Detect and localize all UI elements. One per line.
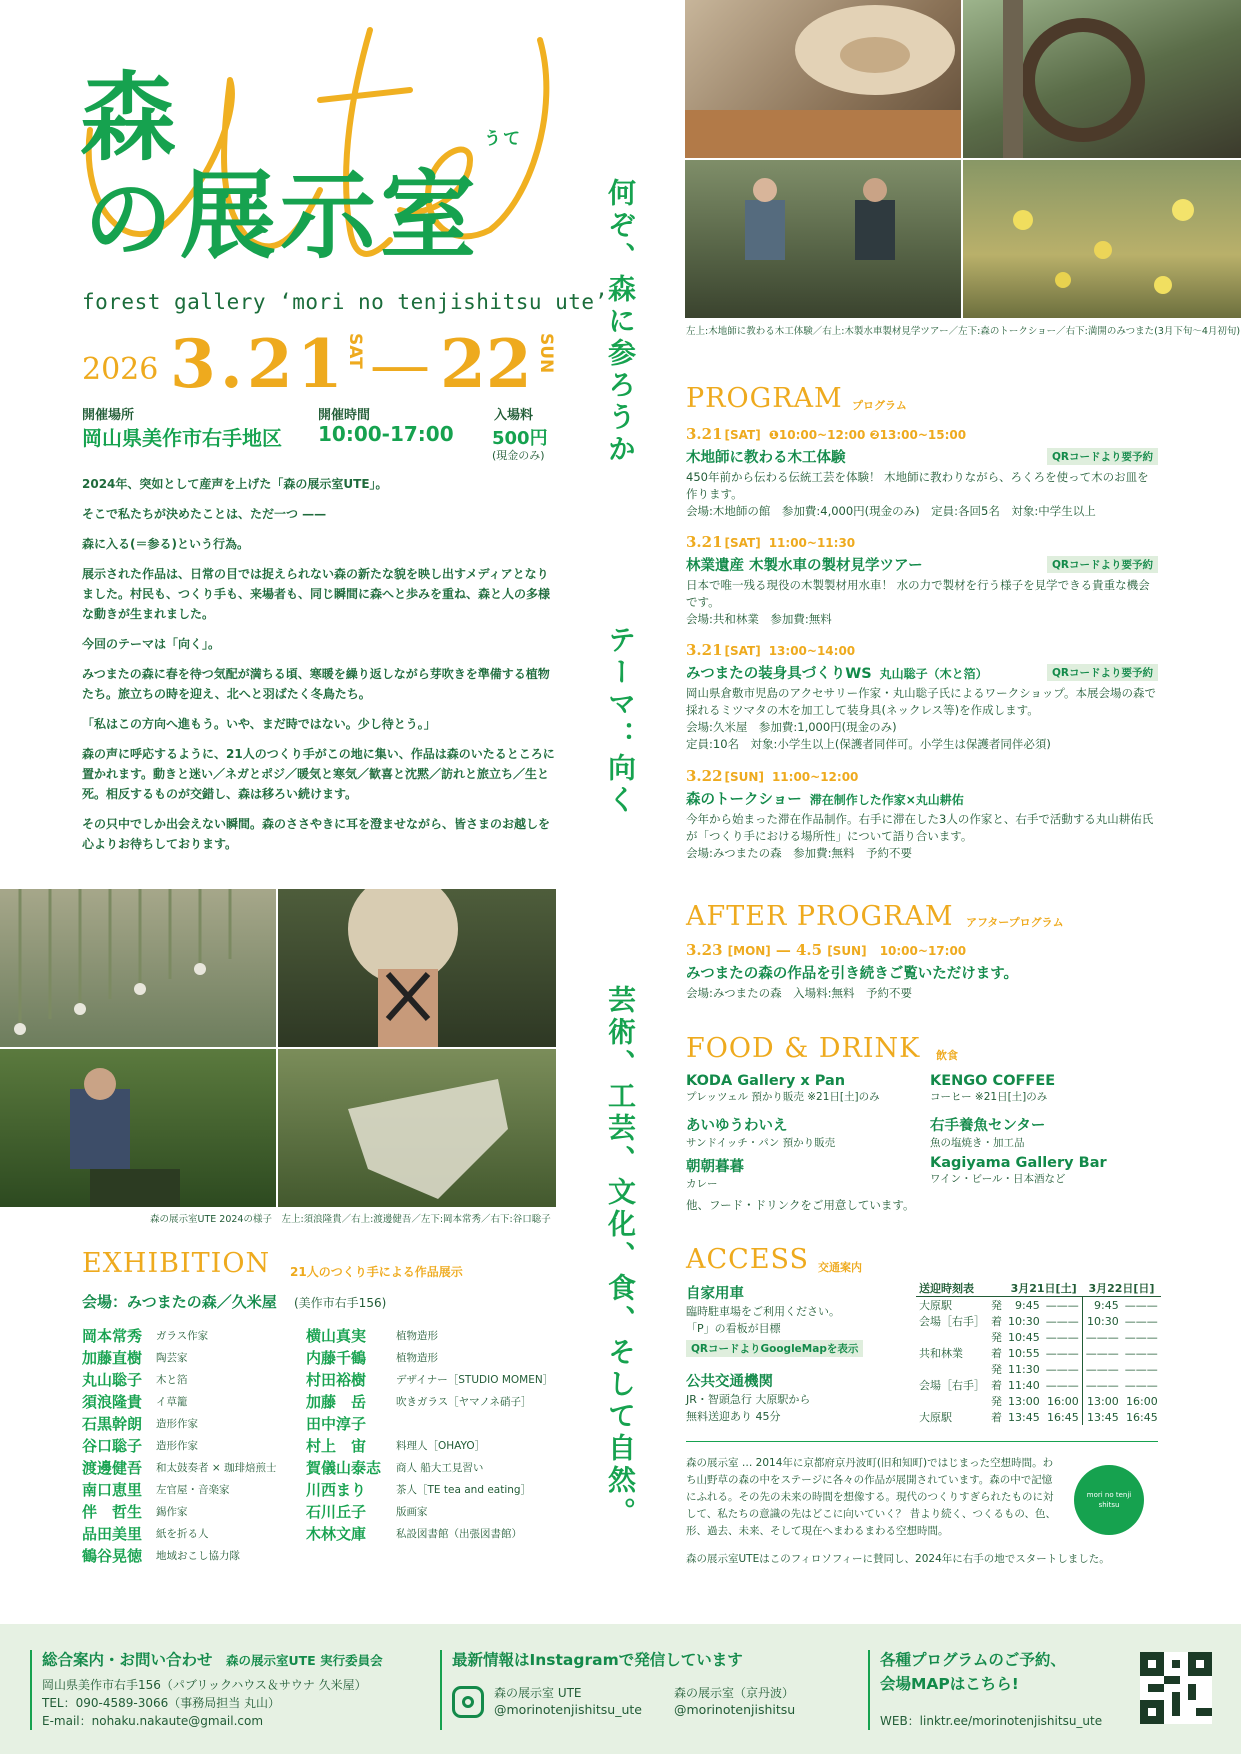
program-day: [SUN]	[724, 770, 764, 784]
tt-cell: 13:45	[1008, 1410, 1040, 1424]
artist-row	[306, 1347, 546, 1369]
artist-role: 紙を折る人	[156, 1528, 209, 1540]
footer-divider-1	[30, 1650, 32, 1730]
tt-stop: 大原駅	[919, 1411, 952, 1424]
after-time: 10:00~17:00	[879, 944, 967, 958]
tt-cell: ———	[1085, 1330, 1119, 1344]
food-desc: コーヒー ※21日[土]のみ	[930, 1091, 1048, 1103]
artist-name: 石黒幹朗	[82, 1415, 143, 1433]
tt-cell: ———	[1043, 1377, 1083, 1393]
tt-stop: 会場［右手］	[919, 1379, 985, 1392]
event-year: 2026	[82, 352, 159, 387]
after-dates	[686, 940, 966, 959]
vertical-tagline: 芸術、工芸、文化、食、そして自然。	[604, 985, 637, 1529]
program-sub: プログラム	[852, 399, 907, 412]
subtitle-en: forest gallery ‘mori no tenjishitsu ute’	[82, 290, 608, 314]
artist-name: 村田裕樹	[306, 1371, 367, 1389]
food-item	[930, 1114, 1045, 1150]
tt-cell: 10:30	[1087, 1314, 1119, 1328]
food-item	[930, 1155, 1107, 1186]
photo-waterwheel	[963, 0, 1241, 158]
fee-value: 500円	[492, 428, 548, 449]
after-heading: AFTER PROGRAM	[686, 901, 954, 932]
intro-p3: 森に入る(＝参る)という行為。	[82, 537, 249, 551]
program-desc: 今年から始まった滞在作品制作。右手に滞在した3人の作家と、右手で活動する丸山耕佑氏が「つくり手における場所性」について語り合います。	[686, 812, 1154, 843]
artist-name: 谷口聡子	[82, 1437, 143, 1455]
artist-role: 吹きガラス［ヤマノネ硝子］	[396, 1396, 532, 1408]
instagram-icon[interactable]	[452, 1686, 484, 1718]
program-date-row	[686, 766, 1158, 785]
program-desc: 日本で唯一残る現役の木製製材用水車！ 水の力で製材を行う様子を見学できる貴重な機会です。	[686, 578, 1150, 609]
artist-row	[306, 1435, 546, 1457]
program-item	[686, 640, 1158, 753]
caption-top-photos: 左上:木地師に教わる木工体験／右上:木製水車製材見学ツアー／左下:森のトークショー／右下:満開のみつまた(3月下旬〜4月初旬)	[686, 326, 1241, 337]
about-text: 森の展示室 … 2014年に京都府京丹波町(旧和知町)ではじまった空想時間。わち山野草の森の中をステージに各々の作品が展開されています。森の中で記憶にふれる。その先の未来の時間を想像する。現代のつくりすぎられたものに対して、私たちの意識の先はどこに向いていく？ 昔より続く、つくるもの、色、形、過去、未来、そして現在へまわるまわる空想時間。	[686, 1457, 1056, 1537]
program-date: 3.21	[686, 533, 723, 551]
artist-role: デザイナー［STUDIO MOMEN］	[396, 1374, 554, 1386]
artists-left-list	[82, 1325, 322, 1567]
artist-row	[306, 1369, 554, 1391]
artist-role: 錫作家	[156, 1506, 188, 1518]
program-time: ❶10:00~12:00 ❷13:00~15:00	[768, 428, 967, 442]
exhibition-heading: EXHIBITION	[82, 1248, 271, 1279]
artist-name: 須浪隆貴	[82, 1393, 143, 1411]
program-heading: PROGRAM	[686, 383, 843, 414]
contact-email[interactable]: E-mail：nohaku.nakaute@gmail.com	[42, 1714, 264, 1728]
artist-role: 造形作家	[156, 1440, 198, 1452]
insta1-handle[interactable]: @morinotenjishitsu_ute	[494, 1702, 642, 1717]
food-desc: カレー	[686, 1178, 718, 1190]
footer-divider-3	[868, 1650, 870, 1730]
artist-row	[82, 1413, 322, 1435]
program-day: [SAT]	[724, 644, 761, 658]
artist-role: ガラス作家	[156, 1330, 209, 1342]
car-desc1: 臨時駐車場をご利用ください。	[686, 1305, 840, 1318]
artist-row	[82, 1391, 322, 1413]
event-end-date: 22	[440, 325, 532, 403]
after-date2: 4.5	[795, 941, 823, 959]
car-title: 自家用車	[686, 1286, 744, 1302]
artist-row	[306, 1479, 546, 1501]
program-title-row	[686, 446, 1158, 466]
artist-role: 植物造形	[396, 1352, 438, 1364]
tt-row	[916, 1297, 1161, 1314]
artist-row	[306, 1501, 546, 1523]
program-title-row	[686, 788, 1158, 808]
food-heading: FOOD & DRINK	[686, 1033, 921, 1064]
after-sub: アフタープログラム	[966, 916, 1064, 929]
program-reserve-badge[interactable]: QRコードより要予約	[1047, 556, 1158, 573]
food-name: あいゆうわいえ	[686, 1118, 788, 1134]
program-date: 3.21	[686, 425, 723, 443]
tt-cell: ———	[1043, 1345, 1083, 1361]
fee-note: (現金のみ)	[492, 449, 545, 462]
artist-name: 賀儀山泰志	[306, 1459, 382, 1477]
tt-cell: 10:30	[1008, 1314, 1040, 1328]
artist-name: 伴 哲生	[82, 1503, 143, 1521]
public-desc1: JR・智頭急行 大原駅から	[686, 1393, 811, 1406]
artist-row	[82, 1457, 322, 1479]
vertical-theme: テーマ：向く	[604, 625, 637, 817]
tt-cell: ———	[1124, 1330, 1158, 1344]
qr-code-icon[interactable]	[1140, 1652, 1212, 1724]
footer	[0, 1624, 1241, 1754]
shuttle-timetable	[916, 1280, 1161, 1425]
tt-cell: 11:40	[1008, 1378, 1040, 1392]
program-meta: 会場:久米屋 参加費:1,000円(現金のみ)	[686, 720, 897, 734]
intro-p6: みつまたの森に春を待つ気配が満ちる頃、寒暖を繰り返しながら芽吹きを準備する植物たち。旅立ちの時を迎え、北へと羽ばたく冬鳥たち。	[82, 667, 550, 701]
public-title: 公共交通機関	[686, 1374, 773, 1390]
tt-stop: 会場［右手］	[919, 1315, 985, 1328]
food-desc: 魚の塩焼き・加工品	[930, 1137, 1025, 1149]
access-heading: ACCESS	[686, 1244, 810, 1275]
intro-p2: そこで私たちが決めたことは、ただ一つ ——	[82, 507, 327, 521]
tt-cell: 16:45	[1043, 1409, 1083, 1425]
exhibition-venue: 会場：みつまたの森／久米屋	[82, 1293, 277, 1311]
program-desc: 450年前から伝わる伝統工芸を体験！ 木地師に教わりながら、ろくろを使って木のお皿を作ります。	[686, 470, 1149, 501]
program-day: [SAT]	[724, 536, 761, 550]
insta2-name: 森の展示室（京丹波）	[674, 1686, 795, 1700]
program-date: 3.22	[686, 767, 723, 785]
program-time: 11:00~11:30	[768, 536, 856, 550]
artist-name: 村上 宙	[306, 1437, 367, 1455]
insta1-name: 森の展示室 UTE	[494, 1686, 582, 1700]
program-meta: 会場:木地師の館 参加費:4,000円(現金のみ) 定員:各回5名 対象:中学生以上	[686, 504, 1096, 518]
artist-row	[82, 1545, 322, 1567]
artist-role: 商人 船大工見習い	[396, 1462, 484, 1474]
program-item	[686, 532, 1158, 628]
tt-mark: 着	[991, 1411, 1002, 1424]
artist-name: 加藤 岳	[306, 1393, 367, 1411]
artist-role: イ草籠	[156, 1396, 188, 1408]
tt-cell: ———	[1085, 1362, 1119, 1376]
contact-tel: TEL：090-4589-3066（事務局担当 丸山）	[42, 1696, 281, 1710]
tt-row	[916, 1393, 1161, 1409]
tt-mark: 発	[991, 1331, 1002, 1344]
exhibition-sub: 21人のつくり手による作品展示	[290, 1265, 463, 1279]
artist-name: 石川丘子	[306, 1503, 367, 1521]
tt-cell: ———	[1124, 1298, 1158, 1312]
artist-row	[82, 1479, 322, 1501]
artist-role: 造形作家	[156, 1418, 198, 1430]
photo-2024-hanging	[0, 889, 276, 1047]
food-sub: 飲食	[936, 1049, 958, 1062]
tt-cell: ———	[1043, 1329, 1083, 1345]
tt-cell: 16:00	[1126, 1394, 1158, 1408]
contact-org: 森の展示室UTE 実行委員会	[226, 1653, 383, 1668]
food-name: Kagiyama Gallery Bar	[930, 1155, 1107, 1171]
tt-cell: 13:00	[1008, 1394, 1040, 1408]
car-desc2: 「P」の看板が目標	[686, 1322, 781, 1335]
contact-title: 総合案内・お問い合わせ	[42, 1651, 213, 1669]
insta2-handle[interactable]: @morinotenjishitsu	[674, 1702, 796, 1717]
artist-row	[306, 1457, 546, 1479]
artist-name: 渡邊健吾	[82, 1459, 143, 1477]
program-title: 森のトークショー	[686, 792, 802, 808]
program-date: 3.21	[686, 641, 723, 659]
food-desc: ワイン・ビール・日本酒など	[930, 1173, 1066, 1185]
artist-role: 左官屋・音楽家	[156, 1484, 230, 1496]
tt-mark: 発	[991, 1395, 1002, 1408]
program-title-sub: 丸山聡子（木と箔）	[879, 667, 988, 681]
hours-value: 10:00-17:00	[318, 422, 454, 446]
tt-cell: ———	[1124, 1346, 1158, 1360]
exhibition-venue-note: (美作市右手156)	[294, 1296, 387, 1310]
tt-mark: 着	[991, 1379, 1002, 1392]
artist-name: 南口恵里	[82, 1481, 143, 1499]
artist-row	[82, 1523, 322, 1545]
insta-title: 最新情報はInstagramで発信しています	[452, 1651, 743, 1669]
artist-name: 丸山聡子	[82, 1371, 143, 1389]
tt-cell: 13:00	[1087, 1394, 1119, 1408]
program-title: 林業遺産 木製水車の製材見学ツアー	[686, 558, 923, 574]
public-desc2: 無料送迎あり 45分	[686, 1410, 781, 1423]
title-mori: 森	[80, 62, 176, 174]
reserve-title-2: 会場MAPはこちら!	[880, 1675, 1019, 1693]
contact-address: 岡山県美作市右手156（パブリックハウス＆サウナ 久米屋）	[42, 1678, 367, 1692]
artist-name: 木林文庫	[306, 1525, 367, 1543]
about-divider	[686, 1441, 1158, 1442]
artist-name: 田中淳子	[306, 1415, 367, 1433]
tt-cell: ———	[1124, 1378, 1158, 1392]
food-name: KENGO COFFEE	[930, 1073, 1056, 1089]
artist-row	[82, 1369, 322, 1391]
after-day2: [SUN]	[827, 944, 867, 958]
artist-role: 地域おこし協力隊	[156, 1550, 240, 1562]
intro-p8: 森の声に呼応するように、21人のつくり手がこの地に集い、作品は森のいたるところに置かれます。動きと迷い／ネガとポジ／暖気と寒気／歓喜と沈黙／訪れと旅立ち／生と死。相反するものが交錯し、森は移ろい続けます。	[82, 747, 555, 801]
food-desc: プレッツェル 預かり販売 ※21日[土]のみ	[686, 1091, 880, 1103]
tt-cell: 16:45	[1126, 1410, 1158, 1424]
program-time: 11:00~12:00	[771, 770, 859, 784]
photo-mitsumata	[963, 160, 1241, 318]
title-tenjishitsu: 展示室	[180, 160, 480, 272]
tt-head-1: 3月21日[土]	[1010, 1282, 1077, 1295]
vertical-slogan: 何ぞ、森に参ろうか	[604, 178, 637, 466]
artist-name: 加藤直樹	[82, 1349, 143, 1367]
photo-2024-leaf	[278, 1049, 556, 1207]
tt-cell: ———	[1043, 1297, 1083, 1314]
artist-row	[306, 1413, 546, 1435]
artist-name: 内藤千鶴	[306, 1349, 367, 1367]
program-item	[686, 766, 1158, 862]
food-note: 他、フード・ドリンクをご用意しています。	[686, 1198, 915, 1212]
artist-row	[82, 1325, 322, 1347]
about-text2: 森の展示室UTEはこのフィロソフィーに賛同し、2024年に右手の地でスタートしました。	[686, 1553, 1110, 1565]
photo-2024-drum	[278, 889, 556, 1047]
program-meta2: 定員:10名 対象:小学生以上(保護者同伴可。小学生は保護者同伴必須)	[686, 737, 1051, 751]
artist-row	[82, 1501, 322, 1523]
tt-cell: ———	[1124, 1314, 1158, 1328]
tt-cell: 10:45	[1008, 1330, 1040, 1344]
program-reserve-badge[interactable]: QRコードより要予約	[1047, 664, 1158, 681]
artist-name: 鶴谷晃徳	[82, 1547, 143, 1565]
program-item	[686, 424, 1158, 520]
tt-row	[916, 1329, 1161, 1345]
intro-p9: その只中でしか出会えない瞬間。森のささやきに耳を澄ませながら、皆さまのお越しを心よりお待ちしております。	[82, 817, 551, 851]
tt-cell: ———	[1124, 1362, 1158, 1376]
tt-mark: 着	[991, 1347, 1002, 1360]
tt-mark: 発	[991, 1363, 1002, 1376]
program-desc: 岡山県倉敷市児島のアクセサリー作家・丸山聡子氏によるワークショップ。本展会場の森で採れるミツマタの木を加工して装身具(ネックレス等)を作成します。	[686, 686, 1156, 717]
after-day1: [MON]	[727, 944, 771, 958]
after-title: みつまたの森の作品を引き続きご覧いただけます。	[686, 966, 1019, 982]
program-title: みつまたの装身具づくりWS	[686, 666, 872, 682]
program-title-row	[686, 662, 1158, 682]
program-time: 13:00~14:00	[768, 644, 856, 658]
food-name: 右手養魚センター	[930, 1118, 1046, 1134]
program-meta: 会場:みつまたの森 参加費:無料 予約不要	[686, 846, 913, 860]
tt-stop: 共和林業	[919, 1347, 963, 1360]
tt-mark: 発	[991, 1299, 1002, 1312]
tt-cell: ———	[1085, 1378, 1119, 1392]
after-meta: 会場:みつまたの森 入場料:無料 予約不要	[686, 986, 913, 1000]
food-item	[686, 1114, 835, 1150]
artists-right-list	[306, 1325, 554, 1545]
caption-mid-photos: 森の展示室UTE 2024の様子 左上:須浪隆貴／右上:渡邊健吾／左下:岡本常秀／右下:谷口聡子	[150, 1214, 551, 1225]
artist-role: 植物造形	[396, 1330, 438, 1342]
artist-row	[306, 1391, 546, 1413]
artist-role: 料理人［OHAYO］	[396, 1440, 486, 1452]
tt-cell: ———	[1043, 1313, 1083, 1329]
food-name: 朝朝暮暮	[686, 1159, 744, 1175]
artist-name: 品田美里	[82, 1525, 143, 1543]
after-date1: 3.23	[686, 941, 723, 959]
access-sub: 交通案内	[818, 1261, 862, 1274]
tt-cell: 11:30	[1008, 1362, 1040, 1376]
artist-role: 版画家	[396, 1506, 428, 1518]
reserve-web[interactable]: WEB：linktr.ee/morinotenjishitsu_ute	[880, 1714, 1103, 1728]
tt-cell: 16:00	[1043, 1393, 1083, 1409]
fee-label: 入場料	[494, 408, 534, 423]
artist-name: 岡本常秀	[82, 1327, 143, 1345]
tt-stop	[916, 1329, 988, 1345]
tt-cell: 9:45	[1094, 1298, 1119, 1312]
program-reserve-badge[interactable]: QRコードより要予約	[1047, 448, 1158, 465]
program-title-sub: 滞在制作した作家×丸山耕佑	[809, 793, 964, 807]
artist-row	[82, 1347, 322, 1369]
venue-label: 開催場所	[82, 408, 135, 423]
intro-p4: 展示された作品は、日常の目では捉えられない森の新たな貌を映し出すメディアとなりました。村民も、つくり手も、来場者も、同じ瞬間に森へと歩みを重ね、森と人の多様な動きが生まれました。	[82, 567, 551, 621]
tt-cell: 9:45	[1015, 1298, 1040, 1312]
artist-role: 私設図書館（出張図書館）	[396, 1528, 522, 1540]
photo-talkshow	[685, 160, 961, 318]
tt-row	[916, 1377, 1161, 1393]
program-title: 木地師に教わる木工体験	[686, 450, 846, 466]
tt-cell: ———	[1043, 1361, 1083, 1377]
tt-stop: 大原駅	[919, 1299, 952, 1312]
artist-role: 和太鼓奏者 × 珈琲焙煎士	[156, 1462, 277, 1474]
artist-name: 川西まり	[306, 1481, 367, 1499]
tt-row	[916, 1345, 1161, 1361]
event-end-day: SUN	[536, 333, 556, 374]
title-no: の	[84, 168, 173, 271]
intro-p7: 「私はこの方向へ進もう。いや、まだ時ではない。少し待とう。」	[82, 717, 436, 731]
photo-woodturning	[685, 0, 961, 158]
artist-row	[306, 1325, 546, 1347]
tt-head-0: 送迎時刻表	[919, 1282, 974, 1295]
after-dash: —	[775, 941, 791, 959]
tt-cell: ———	[1085, 1346, 1119, 1360]
tt-cell: 13:45	[1087, 1410, 1119, 1424]
footer-divider-2	[440, 1650, 442, 1730]
artist-row	[306, 1523, 546, 1545]
artist-row	[82, 1435, 322, 1457]
program-date-row	[686, 424, 1158, 443]
program-day: [SAT]	[724, 428, 761, 442]
program-meta: 会場:共和林業 参加費:無料	[686, 612, 832, 626]
intro-p5: 今回のテーマは「向く」。	[82, 637, 221, 651]
program-date-row	[686, 640, 1158, 659]
intro-p1: 2024年、突如として産声を上げた「森の展示室UTE」。	[82, 477, 388, 491]
photo-2024-person	[0, 1049, 276, 1207]
program-date-row	[686, 532, 1158, 551]
tt-row	[916, 1409, 1161, 1425]
program-title-row	[686, 554, 1158, 574]
tt-stop	[916, 1393, 988, 1409]
food-item	[686, 1073, 880, 1104]
mori-circle-logo: mori no tenji shitsu	[1074, 1465, 1144, 1535]
food-item	[930, 1073, 1055, 1104]
artist-role: 陶芸家	[156, 1352, 188, 1364]
tt-row	[916, 1313, 1161, 1329]
food-desc: サンドイッチ・パン 預かり販売	[686, 1137, 836, 1149]
venue-value: 岡山県美作市右手地区	[82, 426, 282, 450]
title-ruby: うて	[484, 129, 522, 149]
food-item	[686, 1155, 744, 1191]
tt-head-2: 3月22日[日]	[1088, 1282, 1155, 1295]
artist-role: 木と箔	[156, 1374, 188, 1386]
tt-row	[916, 1361, 1161, 1377]
artist-role: 茶人［TE tea and eating］	[396, 1484, 532, 1496]
food-name: KODA Gallery x Pan	[686, 1073, 846, 1089]
hours-label: 開催時間	[318, 408, 371, 423]
tt-stop	[916, 1361, 988, 1377]
car-map-badge[interactable]: QRコードよりGoogleMapを表示	[686, 1340, 863, 1357]
event-start-day: SAT	[345, 333, 365, 369]
reserve-title-1: 各種プログラムのご予約、	[880, 1651, 1066, 1669]
event-date-dash: —	[370, 330, 430, 400]
tt-mark: 着	[991, 1315, 1002, 1328]
tt-cell: 10:55	[1008, 1346, 1040, 1360]
event-start-date: 3.21	[170, 325, 347, 403]
intro-text	[82, 474, 556, 864]
artist-name: 横山真実	[306, 1327, 367, 1345]
